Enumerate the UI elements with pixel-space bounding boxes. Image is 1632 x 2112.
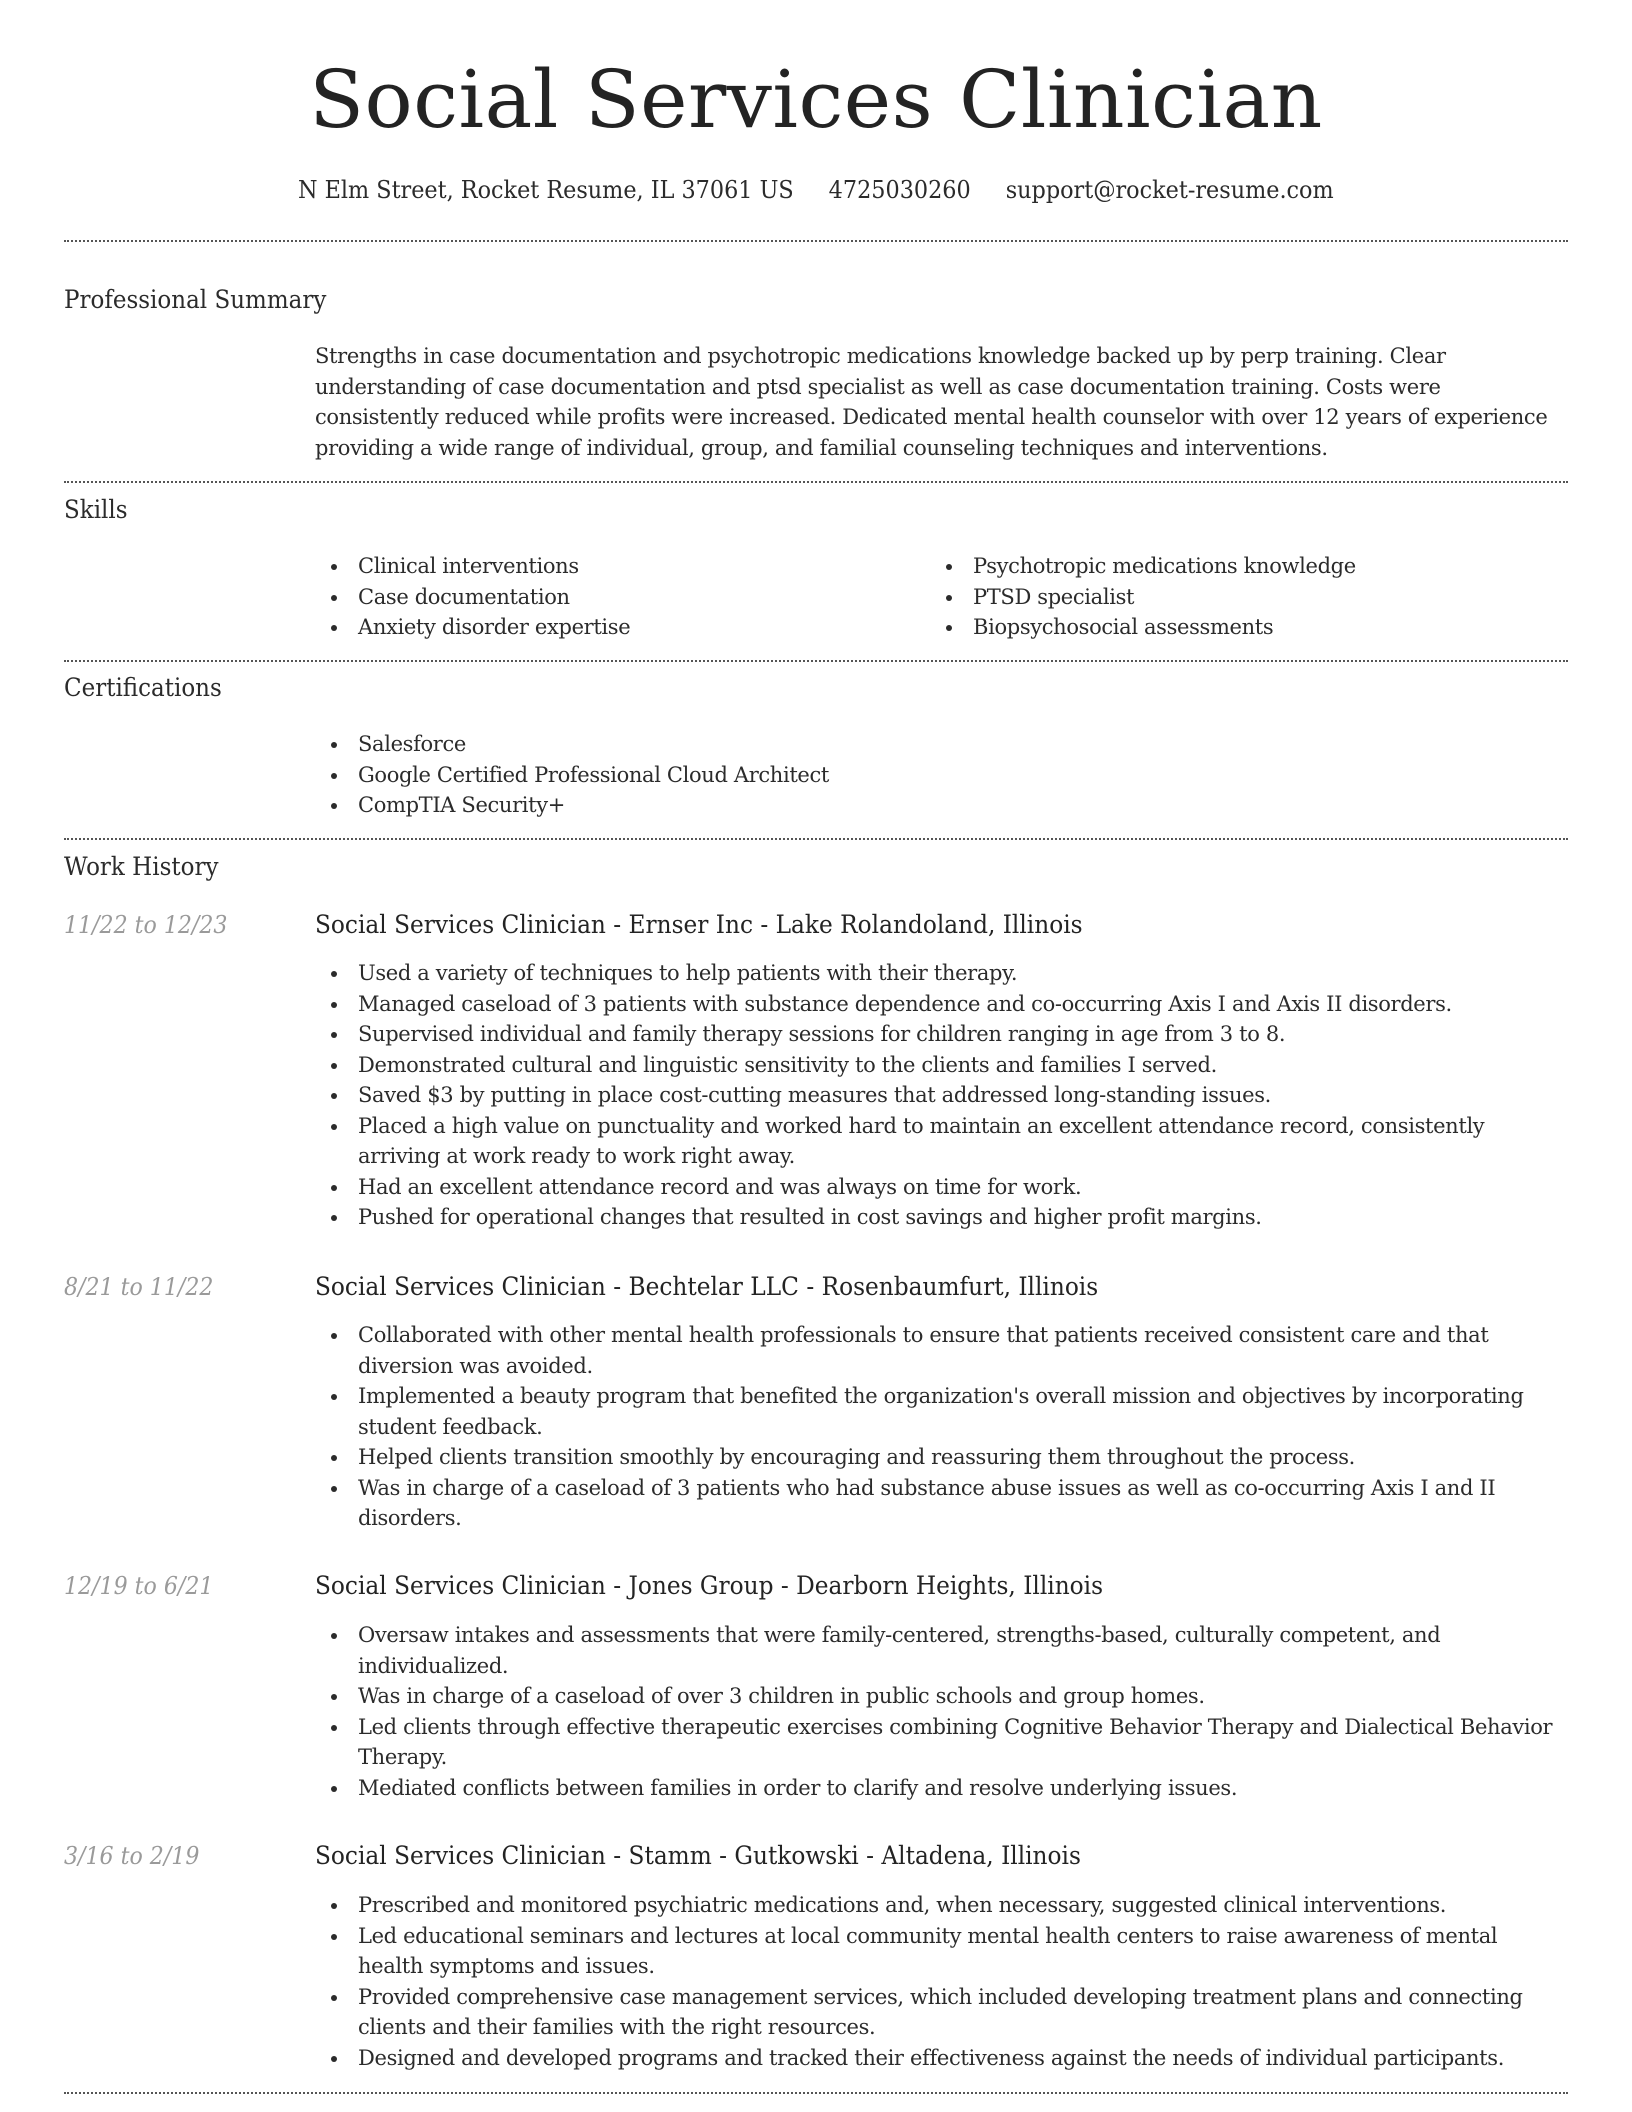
contact-email[interactable]: support@rocket-resume.com	[1005, 176, 1334, 204]
job-bullet: Supervised individual and family therapy sessions for children ranging in age from 3 to 8.	[315, 1019, 1568, 1050]
job-bullets	[315, 1890, 1568, 2073]
divider	[64, 838, 1568, 840]
job-bullet: Managed caseload of 3 patients with substance dependence and co-occurring Axis I and Axis II disorders.	[315, 989, 1568, 1020]
job-bullet: Had an excellent attendance record and was always on time for work.	[315, 1172, 1568, 1203]
job-bullet: Mediated conflicts between families in order to clarify and resolve underlying issues.	[315, 1773, 1568, 1804]
job-bullets	[315, 1620, 1568, 1803]
contact-line	[0, 170, 1632, 210]
skills-list-left	[315, 551, 915, 643]
contact-wrap	[284, 170, 1348, 210]
job-bullet: Used a variety of techniques to help patients with their therapy.	[315, 958, 1568, 989]
job-bullet: Saved $3 by putting in place cost-cutting measures that addressed long-standing issues.	[315, 1080, 1568, 1111]
job-title: Social Services Clinician - Bechtelar LLC - Rosenbaumfurt, Illinois	[315, 1272, 1099, 1301]
job-title: Social Services Clinician - Jones Group - Dearborn Heights, Illinois	[315, 1571, 1104, 1600]
job-bullets	[315, 958, 1568, 1233]
skill-item: PTSD specialist	[930, 582, 1568, 613]
job-bullet: Collaborated with other mental health professionals to ensure that patients received consistent care and that diversion was avoided.	[315, 1320, 1568, 1381]
job-bullet: Implemented a beauty program that benefited the organization's overall mission and objectives by incorporating student feedback.	[315, 1381, 1568, 1442]
job-bullets	[315, 1320, 1568, 1534]
skills-list-right	[930, 551, 1568, 643]
skill-item: Case documentation	[315, 582, 915, 613]
divider	[64, 240, 1568, 242]
job-title: Social Services Clinician - Stamm - Gutkowski - Altadena, Illinois	[315, 1841, 1081, 1870]
job-bullet: Was in charge of a caseload of over 3 children in public schools and group homes.	[315, 1681, 1568, 1712]
skill-item: Anxiety disorder expertise	[315, 612, 915, 643]
contact-address: N Elm Street, Rocket Resume, IL 37061 US	[298, 176, 794, 204]
section-title-skills: Skills	[64, 495, 128, 524]
job-bullet: Provided comprehensive case management services, which included developing treatment plans and connecting clients and their families with the right resources.	[315, 1982, 1568, 2043]
certification-item: Google Certified Professional Cloud Architect	[315, 760, 1568, 791]
contact-phone: 4725030260	[828, 176, 971, 204]
job-title: Social Services Clinician - Ernser Inc - Lake Rolandoland, Illinois	[315, 910, 1083, 939]
divider	[64, 2092, 1568, 2094]
certification-item: CompTIA Security+	[315, 790, 1568, 821]
job-dates: 12/19 to 6/21	[64, 1572, 214, 1600]
job-bullet: Pushed for operational changes that resulted in cost savings and higher profit margins.	[315, 1202, 1568, 1233]
candidate-name: Social Services Clinician	[309, 53, 1323, 146]
job-dates: 11/22 to 12/23	[64, 911, 228, 939]
job-bullet: Led educational seminars and lectures at local community mental health centers to raise awareness of mental health symptoms and issues.	[315, 1921, 1568, 1982]
job-bullet: Was in charge of a caseload of 3 patients who had substance abuse issues as well as co-occurring Axis I and II disorders.	[315, 1473, 1568, 1534]
job-bullet: Demonstrated cultural and linguistic sensitivity to the clients and families I served.	[315, 1050, 1568, 1081]
job-bullet: Placed a high value on punctuality and worked hard to maintain an excellent attendance record, consistently arriving at work ready to work right away.	[315, 1111, 1568, 1172]
section-title-work: Work History	[64, 852, 219, 881]
summary-text: Strengths in case documentation and psychotropic medications knowledge backed up by perp training. Clear understanding of case documentation and ptsd specialist as well as case documentation training. Costs were consistently reduced while profits were increased. Dedicated mental health counselor with over 12 years of experience providing a wide range of individual, group, and familial counseling techniques and interventions.	[315, 344, 1548, 460]
skill-item: Biopsychosocial assessments	[930, 612, 1568, 643]
job-bullet: Oversaw intakes and assessments that were family-centered, strengths-based, culturally competent, and individualized.	[315, 1620, 1568, 1681]
divider	[64, 660, 1568, 662]
job-bullet: Designed and developed programs and tracked their effectiveness against the needs of individual participants.	[315, 2043, 1568, 2074]
certifications-list	[315, 729, 1568, 821]
certification-item: Salesforce	[315, 729, 1568, 760]
divider	[64, 481, 1568, 483]
job-bullet: Helped clients transition smoothly by encouraging and reassuring them throughout the process.	[315, 1442, 1568, 1473]
section-title-certifications: Certifications	[64, 673, 222, 702]
job-dates: 8/21 to 11/22	[64, 1273, 214, 1301]
section-title-summary: Professional Summary	[64, 285, 327, 314]
skill-item: Clinical interventions	[315, 551, 915, 582]
job-bullet: Prescribed and monitored psychiatric medications and, when necessary, suggested clinical interventions.	[315, 1890, 1568, 1921]
job-bullet: Led clients through effective therapeutic exercises combining Cognitive Behavior Therapy and Dialectical Behavior Therapy.	[315, 1712, 1568, 1773]
skill-item: Psychotropic medications knowledge	[930, 551, 1568, 582]
job-dates: 3/16 to 2/19	[64, 1842, 200, 1870]
